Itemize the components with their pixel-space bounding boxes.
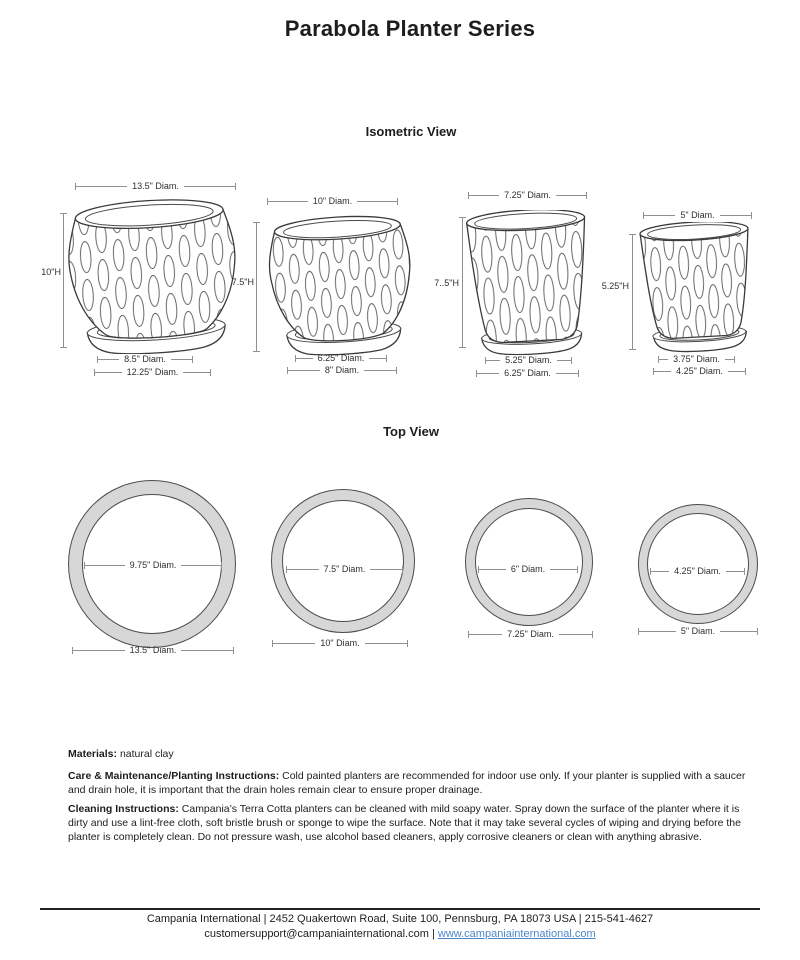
dim-ring2-inner-diameter <box>286 565 403 574</box>
dim-ring4-inner-diameter <box>650 567 745 576</box>
label-ring4-outer-diameter: 5" Diam. <box>680 626 716 636</box>
label-planter2-saucer-diameter: 8" Diam. <box>324 365 360 375</box>
footer-email: customersupport@campaniainternational.com <box>204 928 429 940</box>
dim-planter2-top-diameter <box>267 197 398 206</box>
top-view-heading: Top View <box>383 424 439 439</box>
label-planter4-height: 5.25"H <box>601 281 629 291</box>
topview-ring-4-inner <box>647 513 749 615</box>
footer-separator: | <box>431 928 435 940</box>
dim-planter4-base-diameter <box>658 355 735 364</box>
materials-value: natural clay <box>119 748 174 760</box>
label-planter1-base-diameter: 8.5" Diam. <box>124 354 166 364</box>
label-planter2-base-diameter: 6.25" Diam. <box>317 353 365 363</box>
footer-address-line: Campania International | 2452 Quakertown Road, Suite 100, Pennsburg, PA 18073 USA | 215-541-4627 <box>146 913 654 925</box>
label-planter3-base-diameter: 5.25" Diam. <box>505 355 552 365</box>
footer-divider <box>40 908 760 910</box>
topview-ring-4 <box>638 504 758 624</box>
dim-planter3-height <box>458 217 467 348</box>
cleaning-text: Campania’s Terra Cotta planters can be cleaned with mild soapy water. Spray down the surface of the planter where it is dirty and use a lint-free cloth, soft bristle brush or sponge to wipe the surface. Note that it may take several cycles of wiping and drying before the planter is completely clean. Do not pressure wash, use alcohol based cleaners, apply corrosive cleaners or clean with anything abrasive. <box>68 803 741 843</box>
topview-ring-2 <box>271 489 415 633</box>
dim-planter1-saucer-diameter <box>94 368 211 377</box>
label-ring2-inner-diameter: 7.5" Diam. <box>323 564 366 574</box>
planter-1-drawing <box>46 196 236 354</box>
label-ring3-outer-diameter: 7.25" Diam. <box>507 629 554 639</box>
label-planter2-height: 7.5"H <box>231 277 254 287</box>
dim-ring3-outer-diameter <box>468 630 593 639</box>
dim-planter3-top-diameter <box>468 191 587 200</box>
dim-planter1-top-diameter <box>75 182 236 191</box>
topview-ring-2-inner <box>282 500 404 622</box>
materials-line <box>68 748 174 760</box>
care-paragraph <box>68 770 756 798</box>
care-text: Cold painted planters are recommended for indoor use only. If your planter is supplied with a saucer and drain hole, it is important that the drain holes remain clear to ensure proper drainage. <box>68 770 746 796</box>
label-ring4-inner-diameter: 4.25" Diam. <box>674 566 721 576</box>
label-ring1-inner-diameter: 9.75" Diam. <box>129 560 177 570</box>
dim-planter3-saucer-diameter <box>476 369 579 378</box>
page-title: Parabola Planter Series <box>284 16 536 41</box>
label-planter3-height: 7..5"H <box>434 278 459 288</box>
label-planter4-base-diameter: 3.75" Diam. <box>673 354 720 364</box>
planter-2-drawing <box>258 212 418 356</box>
dim-planter3-base-diameter <box>485 356 572 365</box>
label-planter1-top-diameter: 13.5" Diam. <box>132 181 179 191</box>
dim-planter2-saucer-diameter <box>287 366 397 375</box>
dim-planter2-height <box>252 222 261 352</box>
dim-planter4-top-diameter <box>643 211 752 220</box>
footer-contact-line <box>0 928 800 940</box>
cleaning-paragraph <box>68 803 756 845</box>
label-ring2-outer-diameter: 10" Diam. <box>320 638 360 648</box>
dim-planter2-base-diameter <box>295 354 387 363</box>
isometric-view-heading: Isometric View <box>365 124 457 139</box>
label-planter3-top-diameter: 7.25" Diam. <box>504 190 551 200</box>
label-planter4-saucer-diameter: 4.25" Diam. <box>676 366 723 376</box>
label-planter2-top-diameter: 10" Diam. <box>312 196 353 206</box>
label-planter1-height: 10"H <box>41 267 61 277</box>
dim-planter1-base-diameter <box>97 355 193 364</box>
care-label: Care & Maintenance/Planting Instructions: <box>68 770 280 782</box>
cleaning-label: Cleaning Instructions: <box>68 803 179 815</box>
dim-ring1-inner-diameter <box>84 561 222 570</box>
dim-planter4-saucer-diameter <box>653 367 746 376</box>
planter-3-drawing <box>466 210 592 355</box>
planter-4-drawing <box>636 222 758 354</box>
dim-ring2-outer-diameter <box>272 639 408 648</box>
dim-ring4-outer-diameter <box>638 627 758 636</box>
dim-ring1-outer-diameter <box>72 646 234 655</box>
label-ring1-outer-diameter: 13.5" Diam. <box>129 645 177 655</box>
footer-website-link[interactable]: www.campaniainternational.com <box>437 928 596 940</box>
label-planter3-saucer-diameter: 6.25" Diam. <box>504 368 551 378</box>
label-planter1-saucer-diameter: 12.25" Diam. <box>126 367 179 377</box>
materials-label: Materials: <box>68 748 118 760</box>
dim-ring3-inner-diameter <box>478 565 578 574</box>
dim-planter1-height <box>59 213 68 348</box>
topview-ring-3-inner <box>475 508 583 616</box>
label-planter4-top-diameter: 5" Diam. <box>680 210 715 220</box>
topview-ring-3 <box>465 498 593 626</box>
label-ring3-inner-diameter: 6" Diam. <box>510 564 546 574</box>
dim-planter4-height <box>628 234 637 350</box>
